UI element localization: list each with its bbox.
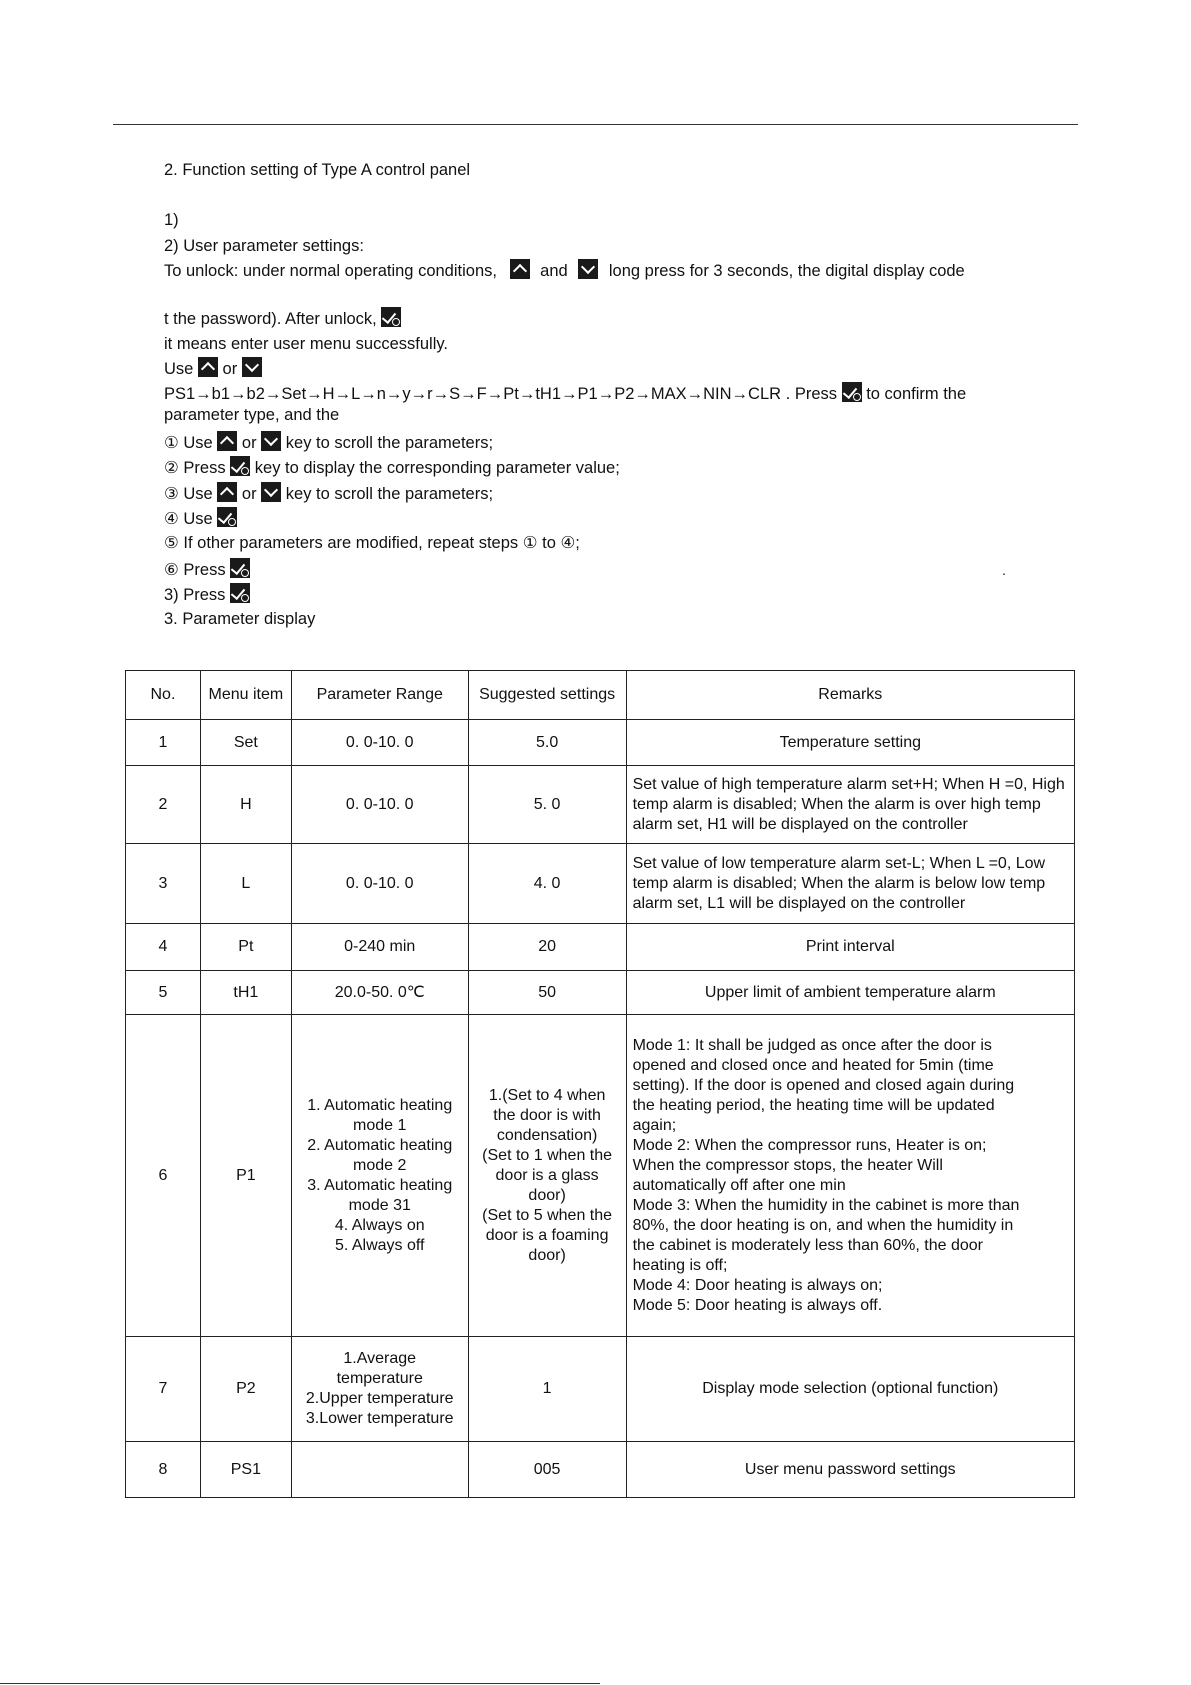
down-arrow-key-icon xyxy=(261,482,281,502)
cell-remarks: Temperature setting xyxy=(626,720,1074,766)
or-word: or xyxy=(241,434,257,452)
cell-suggested: 4. 0 xyxy=(468,844,626,924)
cell-remarks: Print interval xyxy=(626,924,1074,971)
cell-remarks xyxy=(626,1015,1074,1337)
range-line: 3.Lower temperature xyxy=(305,1410,454,1427)
unlock-instruction xyxy=(164,259,965,281)
cell-remarks: Set value of low temperature alarm set-L; When L =0, Low temp alarm is disabled; When the alarm is below low temp alarm set, L1 will be displayed on the controller xyxy=(626,844,1074,924)
step-4-use: Use xyxy=(183,510,213,528)
up-arrow-key-icon xyxy=(198,357,218,377)
cell-range: 0-240 min xyxy=(291,924,468,971)
step-1-number: ① xyxy=(164,434,179,452)
range-line: mode 2 xyxy=(353,1156,407,1174)
cell-menu-item: P2 xyxy=(200,1337,291,1442)
remarks-line: Mode 1: It shall be judged as once after the door is xyxy=(632,1036,992,1054)
header-remarks: Remarks xyxy=(626,671,1074,720)
cell-menu-item: tH1 xyxy=(200,971,291,1015)
range-line: 2. Automatic heating xyxy=(307,1136,453,1154)
down-arrow-key-icon xyxy=(242,357,262,377)
unlock-text-a: To unlock: under normal operating conditions, xyxy=(164,262,497,280)
header-menu-item: Menu item xyxy=(200,671,291,720)
confirm-tail: to confirm the xyxy=(866,385,967,403)
range-line: 3. Automatic heating xyxy=(307,1176,453,1194)
confirm-key-icon xyxy=(230,583,250,603)
cell-menu-item: PS1 xyxy=(200,1442,291,1498)
step-1-use: Use xyxy=(183,434,213,452)
item-1: 1) xyxy=(164,211,179,229)
range-line: 1. Automatic heating xyxy=(307,1096,453,1114)
parameter-sequence: PS1→b1→b2→Set→H→L→n→y→r→S→F→Pt→tH1→P1→P2→MAX→NIN→CLR . Press xyxy=(164,385,837,403)
step-1-text: key to scroll the parameters; xyxy=(285,434,494,452)
trailing-dot: . xyxy=(1002,562,1006,578)
range-line: mode 31 xyxy=(348,1196,411,1214)
parameter-sequence-line xyxy=(164,382,966,404)
down-arrow-key-icon xyxy=(578,259,598,279)
item-3-press: 3) Press xyxy=(164,586,226,604)
step-3-use: Use xyxy=(183,485,213,503)
remarks-line: heating is off; xyxy=(632,1256,728,1274)
footer-rule xyxy=(0,1683,600,1684)
cell-no: 2 xyxy=(126,766,201,844)
step-3-text: key to scroll the parameters; xyxy=(285,485,494,503)
header-parameter-range: Parameter Range xyxy=(291,671,468,720)
range-line: 1.Average xyxy=(343,1350,417,1367)
parameter-table xyxy=(125,670,1075,1498)
cell-range xyxy=(291,1015,468,1337)
use-word: Use xyxy=(164,360,194,378)
table-row xyxy=(126,924,1075,971)
step-2-press: Press xyxy=(183,459,226,477)
enter-menu-line: it means enter user menu successfully. xyxy=(164,335,448,353)
range-line: 4. Always on xyxy=(334,1216,425,1234)
cell-no: 3 xyxy=(126,844,201,924)
step-6 xyxy=(164,558,250,580)
header-rule xyxy=(113,124,1078,125)
remarks-line: 80%, the door heating is on, and when the humidity in xyxy=(632,1216,1014,1234)
cell-suggested: 005 xyxy=(468,1442,626,1498)
unlock-text-b: long press for 3 seconds, the digital display code xyxy=(608,262,965,280)
suggested-line: condensation) xyxy=(496,1126,598,1144)
range-line: mode 1 xyxy=(353,1116,407,1134)
cell-menu-item: Pt xyxy=(200,924,291,971)
suggested-line: (Set to 5 when the xyxy=(482,1206,613,1224)
table-row xyxy=(126,766,1075,844)
cell-menu-item: P1 xyxy=(200,1015,291,1337)
confirm-key-icon xyxy=(230,558,250,578)
step-5 xyxy=(164,533,580,553)
remarks-line: the cabinet is moderately less than 60%, the door xyxy=(632,1236,983,1254)
table-row xyxy=(126,1015,1075,1337)
remarks-line: setting). If the door is opened and closed again during xyxy=(632,1076,1015,1094)
cell-no: 1 xyxy=(126,720,201,766)
section-heading-function-setting: 2. Function setting of Type A control panel xyxy=(164,161,471,179)
cell-suggested: 20 xyxy=(468,924,626,971)
cell-suggested: 5.0 xyxy=(468,720,626,766)
cell-no: 6 xyxy=(126,1015,201,1337)
unlock-and: and xyxy=(540,262,568,280)
header-no: No. xyxy=(126,671,201,720)
cell-range: 0. 0-10. 0 xyxy=(291,720,468,766)
cell-no: 4 xyxy=(126,924,201,971)
cell-range: 0. 0-10. 0 xyxy=(291,844,468,924)
suggested-line: door) xyxy=(528,1246,566,1264)
remarks-line: again; xyxy=(632,1116,677,1134)
cell-suggested: 1 xyxy=(468,1337,626,1442)
cell-remarks: Set value of high temperature alarm set+H; When H =0, High temp alarm is disabled; When the alarm is over high temp alarm set, H1 will be displayed on the controller xyxy=(626,766,1074,844)
up-arrow-key-icon xyxy=(217,431,237,451)
confirm-key-icon xyxy=(842,382,862,402)
up-arrow-key-icon xyxy=(510,259,530,279)
step-2 xyxy=(164,456,620,478)
password-text: t the password). After unlock, xyxy=(164,310,377,328)
remarks-line: Mode 2: When the compressor runs, Heater is on; xyxy=(632,1136,987,1154)
cell-menu-item: Set xyxy=(200,720,291,766)
step-3 xyxy=(164,482,493,504)
remarks-line: automatically off after one min xyxy=(632,1176,846,1194)
password-line xyxy=(164,307,401,329)
suggested-line: door is a glass xyxy=(495,1166,599,1184)
step-6-press: Press xyxy=(183,561,226,579)
suggested-line: the door is with xyxy=(493,1106,601,1124)
step-2-text: key to display the corresponding parameter value; xyxy=(254,459,620,477)
cell-remarks: Display mode selection (optional function) xyxy=(626,1337,1074,1442)
cell-menu-item: H xyxy=(200,766,291,844)
table-row xyxy=(126,1442,1075,1498)
up-arrow-key-icon xyxy=(217,482,237,502)
cell-no: 5 xyxy=(126,971,201,1015)
cell-range: 0. 0-10. 0 xyxy=(291,766,468,844)
item-2-title: 2) User parameter settings: xyxy=(164,237,364,255)
cell-no: 8 xyxy=(126,1442,201,1498)
cell-suggested: 5. 0 xyxy=(468,766,626,844)
cell-menu-item: L xyxy=(200,844,291,924)
table-row xyxy=(126,1337,1075,1442)
suggested-line: 1.(Set to 4 when xyxy=(488,1086,606,1104)
step-2-number: ② xyxy=(164,459,179,477)
remarks-line: When the compressor stops, the heater Will xyxy=(632,1156,943,1174)
remarks-line: Mode 4: Door heating is always on; xyxy=(632,1276,883,1294)
step-5-text: If other parameters are modified, repeat steps ① to ④; xyxy=(183,534,580,552)
range-line: 2.Upper temperature xyxy=(305,1390,454,1407)
cell-suggested xyxy=(468,1015,626,1337)
remarks-line: the heating period, the heating time will be updated xyxy=(632,1096,995,1114)
range-line: 5. Always off xyxy=(334,1236,425,1254)
step-1 xyxy=(164,431,493,453)
cell-remarks: Upper limit of ambient temperature alarm xyxy=(626,971,1074,1015)
suggested-line: door) xyxy=(528,1186,566,1204)
cell-no: 7 xyxy=(126,1337,201,1442)
cell-range xyxy=(291,1442,468,1498)
table-row xyxy=(126,971,1075,1015)
confirm-key-icon xyxy=(230,456,250,476)
step-6-number: ⑥ xyxy=(164,561,179,579)
remarks-line: Mode 5: Door heating is always off. xyxy=(632,1296,883,1314)
range-line: temperature xyxy=(336,1370,423,1387)
use-keys-line xyxy=(164,357,262,379)
table-row xyxy=(126,844,1075,924)
header-suggested-settings: Suggested settings xyxy=(468,671,626,720)
parameter-type-line: parameter type, and the xyxy=(164,406,340,424)
confirm-key-icon xyxy=(217,507,237,527)
table-row xyxy=(126,720,1075,766)
step-5-number: ⑤ xyxy=(164,534,179,552)
or-word: or xyxy=(241,485,257,503)
cell-suggested: 50 xyxy=(468,971,626,1015)
remarks-line: Mode 3: When the humidity in the cabinet is more than xyxy=(632,1196,1020,1214)
cell-range xyxy=(291,1337,468,1442)
cell-remarks: User menu password settings xyxy=(626,1442,1074,1498)
item-3 xyxy=(164,583,250,605)
step-4 xyxy=(164,507,237,529)
step-4-number: ④ xyxy=(164,510,179,528)
suggested-line: door is a foaming xyxy=(485,1226,609,1244)
suggested-line: (Set to 1 when the xyxy=(482,1146,613,1164)
step-3-number: ③ xyxy=(164,485,179,503)
table-header-row xyxy=(126,671,1075,720)
section-heading-parameter-display: 3. Parameter display xyxy=(164,610,316,628)
cell-range: 20.0-50. 0℃ xyxy=(291,971,468,1015)
or-word: or xyxy=(222,360,238,378)
down-arrow-key-icon xyxy=(261,431,281,451)
remarks-line: opened and closed once and heated for 5min (time xyxy=(632,1056,994,1074)
confirm-key-icon xyxy=(381,307,401,327)
